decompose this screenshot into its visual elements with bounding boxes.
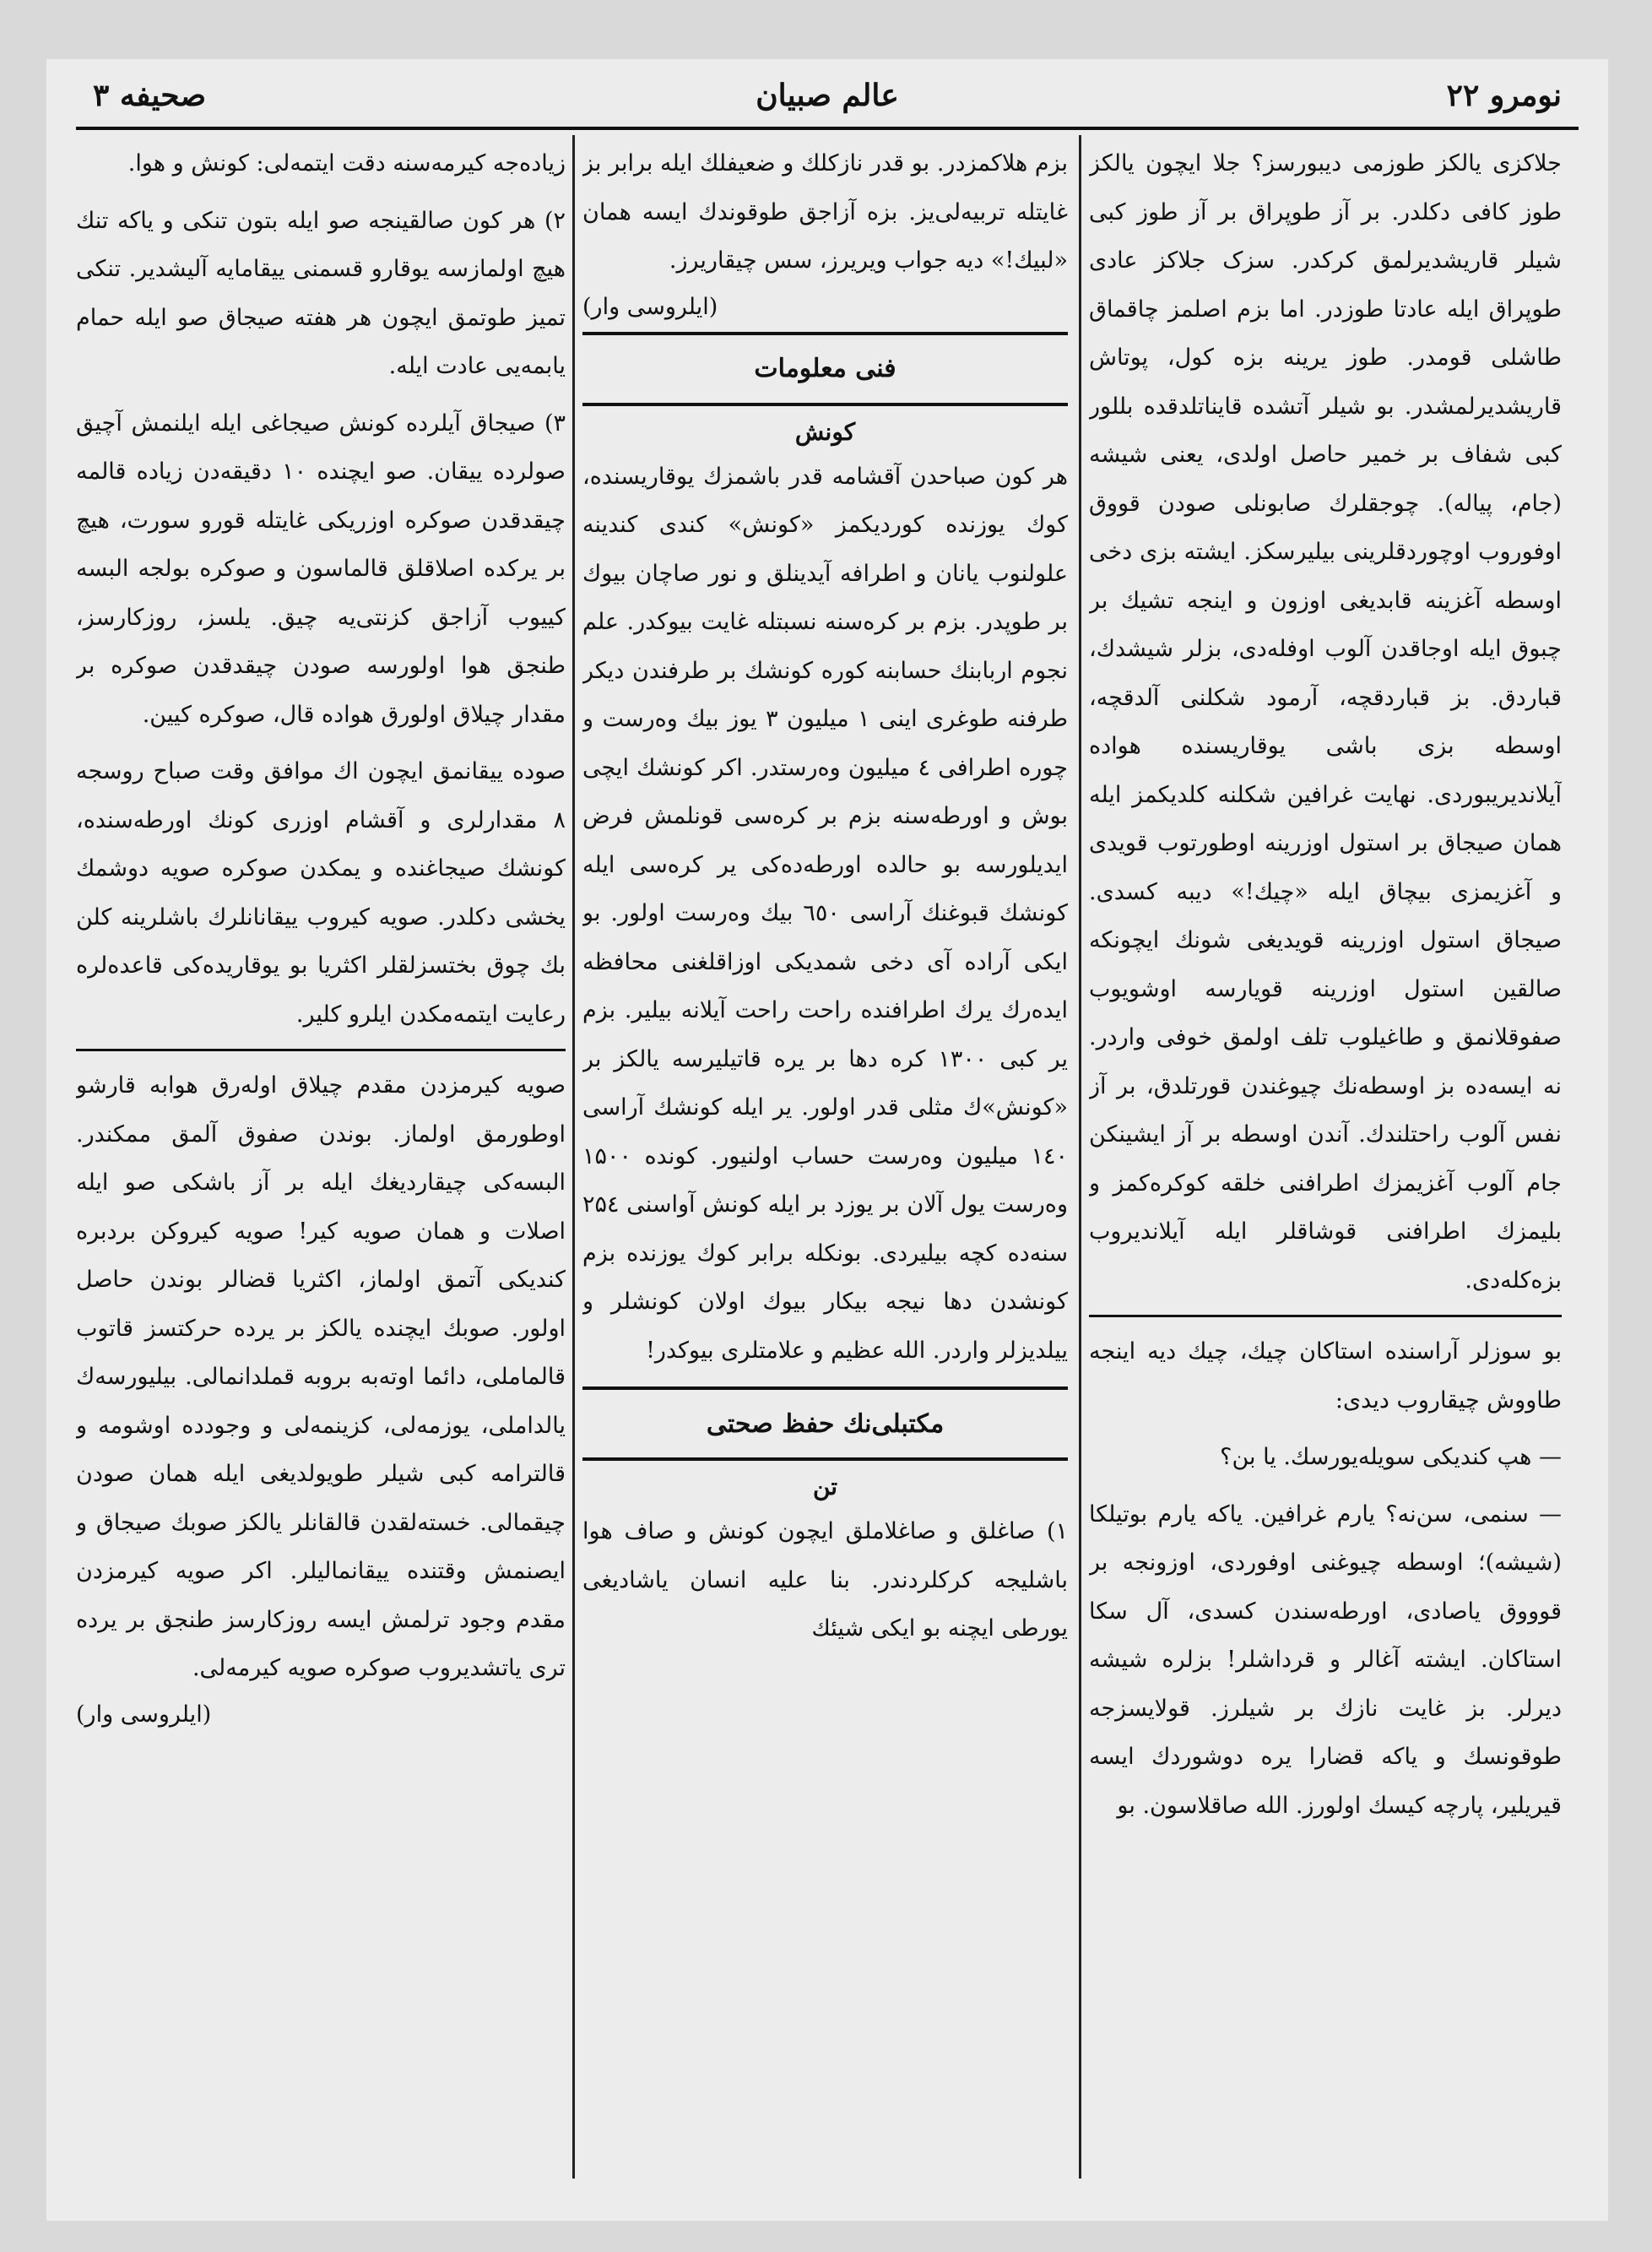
article-paragraph: هر کون صباحدن آقشامه قدر باشمزك یوقاریسنده، کوك یوزنده کوردیکمز «کونش» کندی کندینه علولنوب یانان و اطرافه آیدینلق و نور صاچان بیوك بر طوپدر. بزم بر کره‌سنه نسبتله غایت بیوکدر. علم نجوم اربابنك حسابنه کوره کونشك بر طرفندن دیکر طرفنه طوغری اینی ۱ میلیون ۳ یوز بیك وه‌رست و چوره اطرافی ٤ میلیون وه‌رستدر. اکر کونشك ایچی بوش و اورطه‌سنه بزم بر کره‌سی قونلمش فرض ایدیلورسه بو حالده اورطه‌ده‌کی یر کره‌سی ایله کونشك قبوغنك آراسی ٦٥٠ بیك وه‌رست اولور. بو ایکی آراده آی دخی شمدیکی اوزاقلغنی محافظه ایده‌رك یرك اطرافنده راحت راحت آیلانه بیلیر. بزم یر کبی ۱۳۰۰ کره دها بر یره قاتیلیرسه یالکز بر «کونش»ك مثلی قدر اولور. یر ایله کونشك آراسی ۱٤٠ میلیون وه‌رست حساب اولنیور. کونده ۱۵۰۰ وه‌رست یول آلان بر یوزد بر ایله کونش آواسنی ۲۵٤ سنه‌ده کچه بیلیردی. بونکله برابر کوك یوزنده بزم کونشدن دها نیجه بیکار بیوك اولان کونشلر و ییلدیزلر واردر. الله عظیم و علامتلری بیوکدر!	[582, 463, 1068, 1364]
article-paragraph: زیاده‌جه کیرمه‌سنه دقت ایتمه‌لی: کونش و هوا.	[127, 150, 566, 176]
section-title: فنی معلومات	[754, 354, 896, 383]
article-paragraph: ۱) صاغلق و صاغلاملق ایچون کونش و صاف هوا باشلیجه کرکلردندر. بنا علیه انسان یاشادیغی یورطی ایچنه بو ایکی شیئك	[582, 1518, 1068, 1642]
article-paragraph: — سنمی، سن‌نه؟ یارم غرافین. یاکه یارم بوتیلکا (شیشه)؛ اوسطه چیوغنی اوفوردی، اوزونجه بر قوووق یاصادی، اورطه‌سندن کسدی، آل سکا استاکان. ایشته آغالر و قرداشلر! بزلره شیشه دیرلر. بز غایت نازك بر شیلرز. قولایسزجه طوقونسك و یاکه قضارا یره دوشوردك ایسه قیریلیر، پارچه کیسك اولورز. الله صاقلاسون. بو	[1089, 1500, 1562, 1819]
column-right	[1089, 139, 1562, 2170]
continued-note: (ایلروسی وار)	[76, 1701, 212, 1728]
section-heading	[582, 1386, 1068, 1461]
header-rule	[76, 127, 1579, 130]
column-middle	[582, 139, 1068, 2170]
section-title: مکتبلی‌نك حفظ صحتی	[706, 1408, 945, 1439]
column-divider	[1079, 135, 1081, 2179]
article-separator	[76, 1049, 566, 1051]
page-header	[93, 78, 1562, 128]
article-separator	[1089, 1315, 1562, 1317]
article-paragraph: جلاکزی یالکز طوزمی دیبورسز؟ جلا ایچون یالکز طوز کافی دکلدر. بر آز طوپراق بر آز طوز کبی شیلر قاریشدیرلمق کرکدر. سزک جلاکز عادی طوپراق ایله عادتا طوزدر. اما بزم اصلمز چاقماق طاشلی قومدر. طوز یرینه بزه کول، پوتاش قاریشدیرلمشدر. بو شیلر آتشده قایناتلدقده بللور کبی شفاف بر خمیر حاصل اولدی، یعنی شیشه (جام، پیاله). چوجقلرك صابونلی صودن قووق اوفوروب اوچوردقلرینی بیلیرسکز. ایشته بزی دخی اوسطه آغزینه قابدیغی اوزون و اینجه تشیك بر چبوق ایله اوجاقدن آلوب اوفله‌دی، بزلر شیشدك، قباردق. بز قباردقچه، آرمود شکلنی آلدقچه، اوسطه بزی باشی یوقاریسنده هواده آیلاندیریبوردی. نهایت غرافین شکلنه کلدیکمز ایله همان صیجاق بر استول اوزرینه اوطورتوب قویدی و آغزیمزی بیچاق ایله «چیك!» دیبه کسدی. صیجاق استول اوزرینه قویدیغی شونك ایچونکه صالقین استول اوزرینه قویارسه اوشویوب صفوقلانمق و طاغیلوب تلف اولمق خوفی واردر. نه ایسه‌ده بز اوسطه‌نك چیوغندن قورتلدق، بر آز نفس آلوب راحتلندك. آندن اوسطه بر آز ایشینکن جام آلوب آغزیمزك اطرافنی خلقه کوکره‌کمز و بلیمزك اطرافنی قوشاقلر ایله آیلاندیروب بزه‌کله‌دی.	[1089, 150, 1562, 1294]
continued-note: (ایلروسی وار)	[582, 293, 718, 320]
column-divider	[572, 135, 575, 2179]
article-paragraph: ۳) صیجاق آیلرده کونش صیجاغی ایله ایلنمش آچیق صولرده ییقان. صو ایچنده ۱۰ دقیقه‌دن زیاده قالمه چیقدقدن صوکره اوزریکی غایتله قورو سورت، هیچ بر یرکده اصلاقلق قالماسون و صوکره بولجه البسه کییوب آزاجق کزنتی‌یه چیق. یلسز، روزکارسز، طنجق هوا اولورسه صودن چیقدقدن صوکره بر مقدار چیلاق اولورق هواده قال، صوکره کیین.	[76, 410, 566, 728]
article-paragraph: ۲) هر کون صالقینجه صو ایله بتون تنکی و یاکه تنك هیچ اولمازسه یوقارو قسمنی ییقامایه آلیشدیر. تنکی تمیز طوتمق ایچون هر هفته صیجاق صو ایله حمام یابمه‌یی عادت ایله.	[76, 207, 566, 379]
article-paragraph: بو سوزلر آراسنده استاکان چیك، چیك دیه اینجه طاووش چیقاروب دیدی:	[1089, 1338, 1562, 1414]
column-left	[76, 139, 566, 2170]
issue-number: نومرو ۲۲	[1446, 78, 1562, 113]
article-paragraph: صویه کیرمزدن مقدم چیلاق اوله‌رق هوابه قارشو اوطورمق اولماز. بوندن صفوق آلمق ممکندر. البسه‌کی چیقاردیغك ایله بر آز باشکی صو ایله اصلات و همان صویه کیر! صویه کیروکن بردبره کندیکی آتمق اولماز، اکثریا قضالر بوندن حاصل اولور. صوبك ایچنده یالکز بر یرده حرکتسز قاتوب قالماملی، دائما اوته‌به بروبه قملدانمالی. بیلیورسه‌ك یالداملی، یوزمه‌لی، کزینمه‌لی و وجودده اوشومه و قالترامه کبی شیلر طویولدیغی ایله همان صودن چیقمالی. خسته‌لقدن قالقانلر یالکز صوبك صیجاق و ایصنمش وقتنده ییقانمالیلر. اکر صویه کیرمزدن مقدم وجود ترلمش ایسه روزکارسز طنجق بر یرده تری یاتشدیروب صوکره صویه کیرمه‌لی.	[76, 1072, 566, 1681]
article-paragraph: بزم هلاکمزدر. بو قدر نازکلك و ضعیفلك ایله برابر بز غایتله تربیه‌لی‌یز. بزه آزاجق طوقوندك ایسه همان «لبیك!» دیه جواب ویریرز، سس چیقاریرز.	[582, 150, 1068, 274]
page-number: صحیفه ۳	[93, 78, 207, 113]
masthead-title: عالم صبیان	[756, 78, 899, 113]
article-subtitle: تن	[812, 1473, 838, 1500]
section-heading	[582, 332, 1068, 406]
article-subtitle: کونش	[794, 417, 856, 446]
article-paragraph: — هپ کندیکی سویله‌یورسك. یا بن؟	[1220, 1444, 1562, 1470]
article-paragraph: صوده ییقانمق ایچون اك موافق وقت صباح روسجه ۸ مقدارلری و آقشام اوزری کونك اورطه‌سنده، کونشك صیجاغنده و یمکدن صوکره صویه دوشمك یخشی دکلدر. صویه کیروب ییقانانلرك باشلرینه کلن بك چوق بختسزلقلر اکثریا بو یوقاریده‌کی قاعده‌لره رعایت ایتمه‌مکدن ایلرو کلیر.	[76, 758, 566, 1028]
